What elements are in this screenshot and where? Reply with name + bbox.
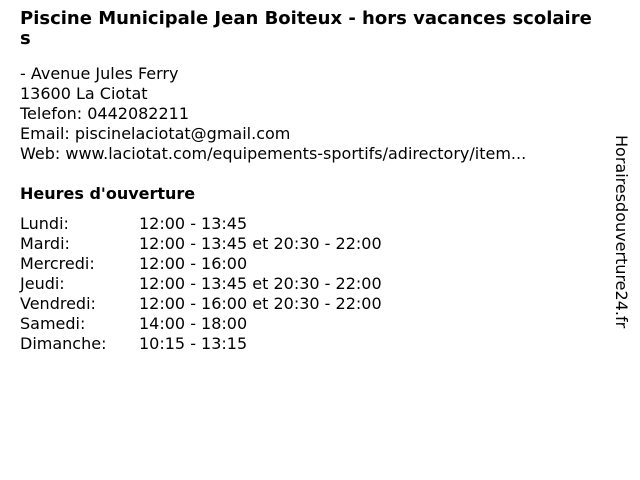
day-label: Lundi: — [20, 214, 69, 233]
page-title: Piscine Municipale Jean Boiteux - hors vacances scolaires — [20, 8, 592, 49]
time-value: 14:00 - 18:00 — [139, 314, 248, 333]
hours-heading: Heures d'ouverture — [20, 184, 196, 203]
day-label: Dimanche: — [20, 334, 107, 353]
phone-line: Telefon: 0442082211 — [20, 104, 190, 123]
day-label: Mardi: — [20, 234, 70, 253]
day-label: Vendredi: — [20, 294, 96, 313]
day-label: Samedi: — [20, 314, 86, 333]
city-line: 13600 La Ciotat — [20, 84, 148, 103]
contact-info — [20, 64, 526, 164]
time-value: 12:00 - 16:00 — [139, 254, 248, 273]
time-value: 12:00 - 13:45 et 20:30 - 22:00 — [139, 274, 382, 293]
web-line: Web: www.laciotat.com/equipements-sportifs/adirectory/item... — [20, 144, 527, 163]
time-value: 12:00 - 16:00 et 20:30 - 22:00 — [139, 294, 382, 313]
time-value: 12:00 - 13:45 et 20:30 - 22:00 — [139, 234, 382, 253]
time-value: 12:00 - 13:45 — [139, 214, 248, 233]
email-line: Email: piscinelaciotat@gmail.com — [20, 124, 291, 143]
address-line: - Avenue Jules Ferry — [20, 64, 179, 83]
day-label: Jeudi: — [20, 274, 65, 293]
time-value: 10:15 - 13:15 — [139, 334, 248, 353]
site-watermark: Horairesdouverture24.fr — [612, 135, 631, 329]
day-label: Mercredi: — [20, 254, 95, 273]
